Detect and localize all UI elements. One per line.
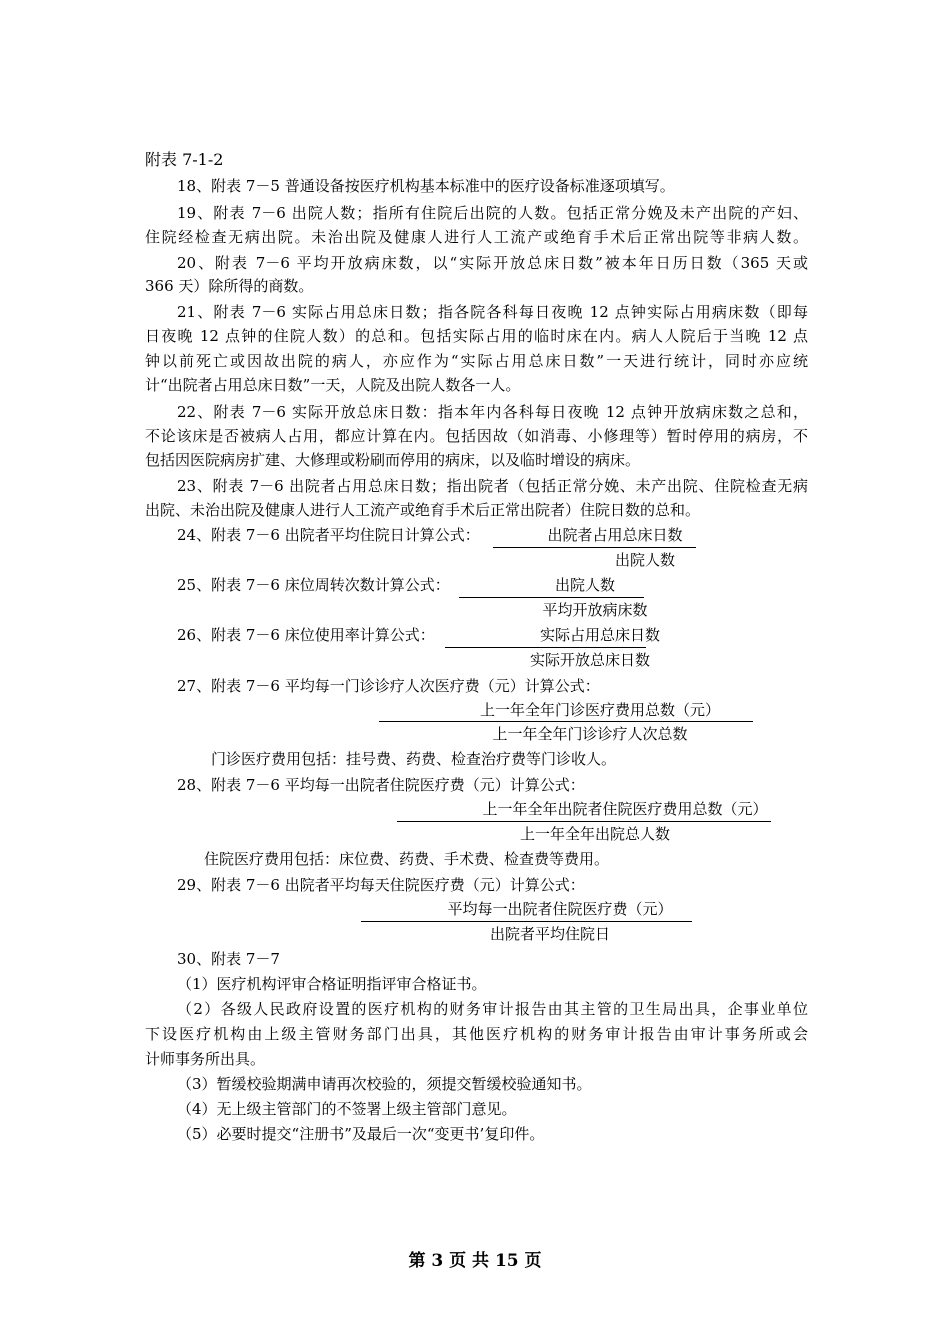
item-27-label: 27、附表 7－6 平均每一门诊诊疗人次医疗费（元）计算公式： xyxy=(177,677,600,695)
item-23-line-2: 出院、未治出院及健康人进行人工流产或绝育手术后正常出院者）住院日数的总和。 xyxy=(145,501,701,519)
item-30-4: （4）无上级主管部门的不签署上级主管部门意见。 xyxy=(177,1100,517,1118)
item-25-label: 25、附表 7－6 床位周转次数计算公式： xyxy=(177,576,450,594)
item-30-1: （1）医疗机构评审合格证明指评审合格证书。 xyxy=(177,975,487,993)
item-30-3: （3）暂缓校验期满申请再次校验的，须提交暂缓校验通知书。 xyxy=(177,1075,592,1093)
page-number-footer: 第 3 页 共 15 页 xyxy=(408,1251,542,1271)
item-30-2-line-2: 下设医疗机构由上级主管财务部门出具，其他医疗机构的财务审计报告由审计事务所或会 xyxy=(145,1025,808,1043)
item-20-line-1: 20、附表 7－6 平均开放病床数，以“实际开放总床日数”被本年日历日数（365 天或 xyxy=(177,254,808,272)
item-30-label: 30、附表 7－7 xyxy=(177,950,280,968)
formula-27-denominator: 上一年全年门诊诊疗人次总数 xyxy=(492,725,688,743)
item-22-line-2: 不论该床是否被病人占用，都应计算在内。包括因故（如消毒、小修理等）暂时停用的病房，不 xyxy=(145,427,808,445)
item-19-line-1: 19、附表 7－6 出院人数；指所有住院后出院的人数。包括正常分娩及未产出院的产妇、 xyxy=(177,204,808,222)
formula-25-fraction-bar xyxy=(459,597,644,598)
item-21-line-2: 日夜晚 12 点钟的住院人数）的总和。包括实际占用的临时床在内。病人人院后于当晚 12 点 xyxy=(145,327,808,345)
item-30-2-line-1: （2）各级人民政府设置的医疗机构的财务审计报告由其主管的卫生局出具，企事业单位 xyxy=(177,1000,808,1018)
formula-25-denominator: 平均开放病床数 xyxy=(542,601,648,619)
formula-24-fraction-bar xyxy=(493,547,696,548)
item-26-label: 26、附表 7－6 床位使用率计算公式： xyxy=(177,626,435,644)
item-18-line-1: 18、附表 7－5 普通设备按医疗机构基本标准中的医疗设备标准逐项填写。 xyxy=(177,177,675,195)
formula-29-fraction-bar xyxy=(361,921,692,922)
item-20-line-2: 366 天）除所得的商数。 xyxy=(145,277,314,295)
formula-25-numerator: 出院人数 xyxy=(554,576,615,594)
formula-29-denominator: 出院者平均住院日 xyxy=(489,925,610,943)
item-30-2-line-3: 计师事务所出具。 xyxy=(145,1050,266,1068)
item-28-note: 住院医疗费用包括：床位费、药费、手术费、检查费等费用。 xyxy=(204,850,610,868)
formula-27-fraction-bar xyxy=(379,721,753,722)
formula-24-numerator: 出院者占用总床日数 xyxy=(547,526,683,544)
item-30-5: （5）必要时提交“注册书”及最后一次“变更书’复印件。 xyxy=(177,1125,545,1143)
item-21-line-1: 21、附表 7－6 实际占用总床日数；指各院各科每日夜晚 12 点钟实际占用病床数（即每 xyxy=(177,303,808,321)
item-21-line-4: 计“出院者占用总床日数”一天，人院及出院人数各一人。 xyxy=(145,376,521,394)
item-28-label: 28、附表 7－6 平均每一出院者住院医疗费（元）计算公式： xyxy=(177,776,585,794)
formula-28-denominator: 上一年全年出院总人数 xyxy=(519,825,670,843)
item-29-label: 29、附表 7－6 出院者平均每天住院医疗费（元）计算公式： xyxy=(177,876,585,894)
item-19-line-2: 住院经检查无病出院。未治出院及健康人进行人工流产或绝育手术后正常出院等非病人数。 xyxy=(145,228,808,246)
formula-26-fraction-bar xyxy=(445,647,646,648)
item-24-label: 24、附表 7－6 出院者平均住院日计算公式： xyxy=(177,526,480,544)
formula-29-numerator: 平均每一出院者住院医疗费（元） xyxy=(447,900,673,918)
appendix-title: 附表 7-1-2 xyxy=(145,150,224,169)
item-27-note: 门诊医疗费用包括：挂号费、药费、检查治疗费等门诊收人。 xyxy=(211,750,617,768)
formula-27-numerator: 上一年全年门诊医疗费用总数（元） xyxy=(479,701,720,719)
formula-28-fraction-bar xyxy=(397,821,771,822)
item-22-line-3: 包括因医院病房扩建、大修理或粉刷而停用的病床，以及临时增设的病床。 xyxy=(145,451,641,469)
formula-26-numerator: 实际占用总床日数 xyxy=(539,626,660,644)
formula-24-denominator: 出院人数 xyxy=(614,551,675,569)
item-21-line-3: 钟以前死亡或因故出院的病人，亦应作为“实际占用总床日数”一天进行统计，同时亦应统 xyxy=(145,352,808,370)
formula-28-numerator: 上一年全年出院者住院医疗费用总数（元） xyxy=(482,800,768,818)
item-22-line-1: 22、附表 7－6 实际开放总床日数：指本年内各科每日夜晚 12 点钟开放病床数之总和， xyxy=(177,403,808,421)
item-23-line-1: 23、附表 7－6 出院者占用总床日数；指出院者（包括正常分娩、未产出院、住院检查无病 xyxy=(177,477,808,495)
formula-26-denominator: 实际开放总床日数 xyxy=(529,651,650,669)
